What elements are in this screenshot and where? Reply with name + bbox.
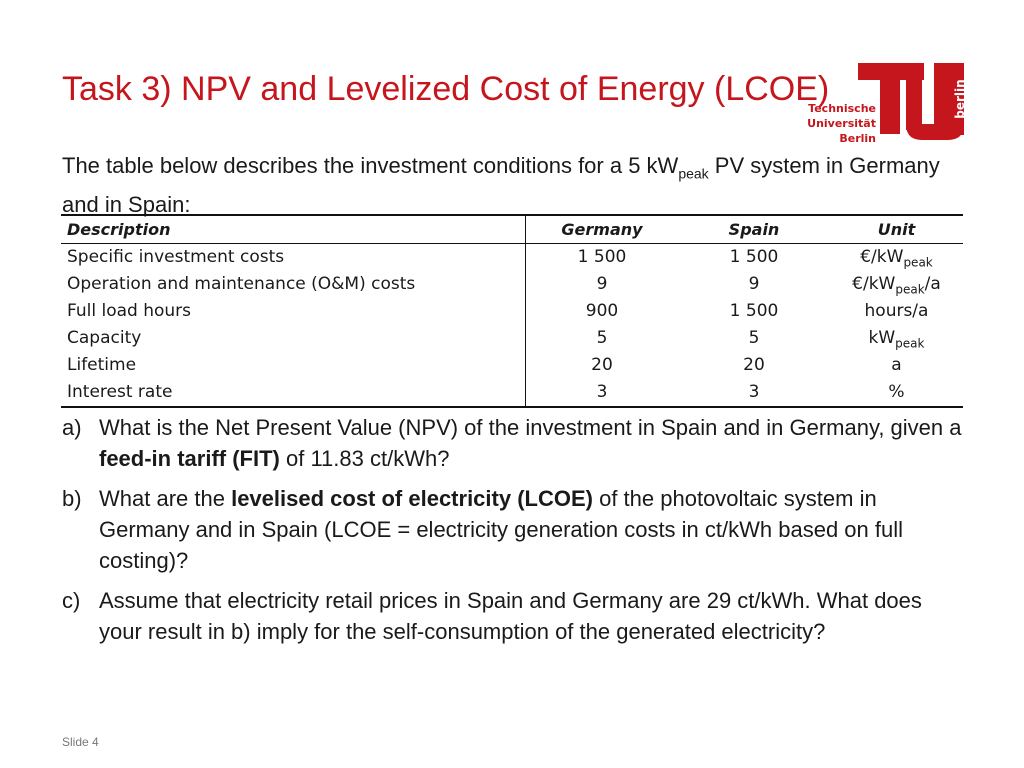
cell-germany: 1 500 (577, 247, 627, 267)
question-marker: c) (62, 588, 81, 613)
header-unit: Unit (830, 215, 963, 244)
table-row (61, 325, 963, 352)
cell-spain: 9 (748, 274, 760, 294)
investment-conditions-table (61, 214, 963, 408)
question-c (62, 585, 962, 647)
logo-line: Berlin (839, 132, 876, 145)
header-description: Description (61, 215, 526, 244)
unit-subscript: peak (903, 255, 933, 270)
question-text-end: of 11.83 ct/kWh? (279, 446, 450, 471)
question-text: What are the (99, 486, 232, 511)
question-bold-term: feed-in tariff (FIT) (99, 446, 280, 471)
unit-subscript: peak (895, 336, 925, 351)
logo-line: Technische (808, 102, 876, 115)
intro-paragraph (62, 150, 962, 220)
intro-subscript: peak (678, 165, 709, 182)
unit-main: hours/a (864, 301, 929, 321)
cell-description: Specific investment costs (61, 244, 526, 272)
question-a (62, 412, 962, 474)
cell-germany: 20 (591, 355, 613, 375)
cell-germany: 900 (585, 301, 619, 321)
header-germany: Germany (526, 215, 679, 244)
cell-spain: 1 500 (729, 247, 779, 267)
cell-description: Interest rate (61, 379, 526, 407)
cell-description: Full load hours (61, 298, 526, 325)
cell-spain: 1 500 (729, 301, 779, 321)
cell-germany: 5 (596, 328, 608, 348)
unit-main: €/kW (852, 274, 896, 294)
slide-title: Task 3) NPV and Levelized Cost of Energy (LCOE) (62, 70, 830, 108)
table-row (61, 352, 963, 379)
question-marker: a) (62, 415, 82, 440)
question-b (62, 483, 962, 576)
cell-spain: 5 (748, 328, 760, 348)
cell-spain: 3 (678, 379, 830, 407)
slide-number: Slide 4 (62, 735, 99, 749)
cell-description: Lifetime (61, 352, 526, 379)
logo-line: Universität (807, 117, 876, 130)
cell-spain: 20 (743, 355, 765, 375)
cell-description: Capacity (61, 325, 526, 352)
question-bold-term: levelised cost of electricity (LCOE) (231, 486, 593, 511)
table-row (61, 298, 963, 325)
question-text-end: of the photovoltaic system in Germany and in Spain (LCOE = electricity generation costs in ct/kWh based on full costing)? (99, 486, 903, 573)
unit-subscript: peak (895, 282, 925, 297)
unit-main: % (888, 382, 905, 402)
cell-unit (830, 244, 963, 272)
table-row (61, 379, 963, 407)
header-spain: Spain (678, 215, 830, 244)
cell-germany: 3 (526, 379, 679, 407)
cell-unit (830, 271, 963, 298)
tu-berlin-logo-text (806, 101, 876, 146)
cell-unit (830, 379, 963, 407)
cell-unit (830, 325, 963, 352)
unit-main: €/kW (860, 247, 904, 267)
intro-text-end: PV system in Germany and in Spain: (62, 153, 940, 218)
intro-text: The table below describes the investment conditions for a 5 kW (62, 153, 679, 178)
unit-main: kW (868, 328, 896, 348)
question-marker: b) (62, 486, 82, 511)
table-header-row (61, 215, 963, 244)
question-list (62, 412, 962, 656)
table-row (61, 271, 963, 298)
question-text: Assume that electricity retail prices in Spain and Germany are 29 ct/kWh. What does your result in b) imply for the self-consumption of the generated electricity? (99, 588, 922, 644)
unit-tail: /a (924, 274, 941, 294)
question-text: What is the Net Present Value (NPV) of the investment in Spain and in Germany, given a (99, 415, 962, 440)
cell-germany: 9 (596, 274, 608, 294)
cell-description: Operation and maintenance (O&M) costs (61, 271, 526, 298)
cell-unit (830, 298, 963, 325)
cell-unit (830, 352, 963, 379)
unit-main: a (891, 355, 902, 375)
table-row (61, 244, 963, 272)
logo-vertical-text: berlin (953, 79, 967, 119)
